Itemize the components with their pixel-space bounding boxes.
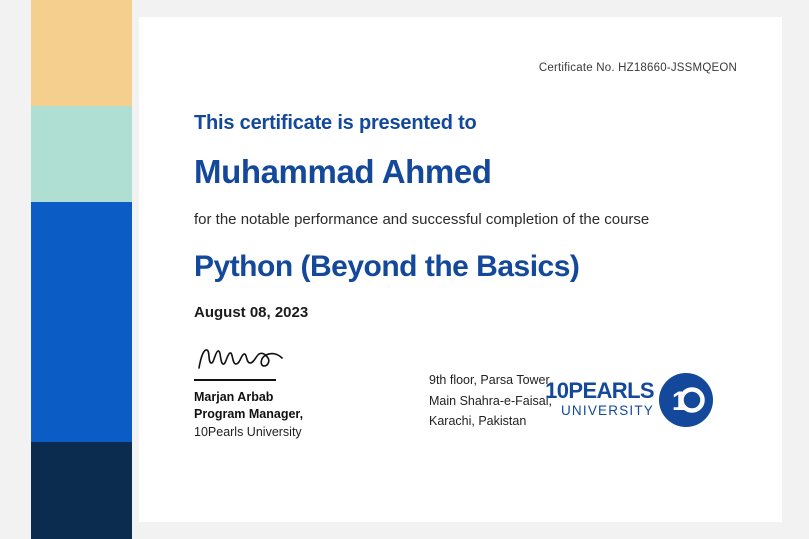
certificate-subtitle: for the notable performance and successful completion of the course xyxy=(194,211,650,228)
address-line-1: 9th floor, Parsa Tower, xyxy=(429,373,553,387)
logo-secondary-text: UNIVERSITY xyxy=(560,402,654,418)
svg-text:1: 1 xyxy=(672,386,688,416)
course-title: Python (Beyond the Basics) xyxy=(194,250,580,283)
address-line-3: Karachi, Pakistan xyxy=(429,414,527,429)
issue-date: August 08, 2023 xyxy=(194,304,309,321)
signer-role: Program Manager, xyxy=(194,406,304,421)
organization-logo xyxy=(545,372,714,428)
address-block xyxy=(429,370,552,432)
signature-block xyxy=(194,342,404,441)
recipient-name: Muhammad Ahmed xyxy=(194,153,492,190)
certificate-content xyxy=(194,112,742,347)
signature-underline xyxy=(194,379,276,381)
certificate-body xyxy=(139,17,782,522)
decorative-color-bar xyxy=(31,0,132,539)
color-band-peach xyxy=(31,0,132,106)
color-band-mint xyxy=(31,106,132,202)
address-line-2: Main Shahra-e-Faisal, xyxy=(429,393,552,408)
handwritten-signature-icon xyxy=(194,342,289,372)
certificate-number: Certificate No. HZ18660-JSSMQEON xyxy=(538,62,737,74)
color-band-navy xyxy=(31,442,132,539)
logo-text xyxy=(545,377,654,420)
logo-primary-text: 10PEARLS xyxy=(545,377,654,403)
presented-to-heading: This certificate is presented to xyxy=(194,112,477,134)
certificate-footer xyxy=(194,342,742,462)
tenpearls-mark-icon xyxy=(658,372,714,428)
color-band-blue xyxy=(31,202,132,442)
signer-organization: 10Pearls University xyxy=(194,424,302,439)
signer-name: Marjan Arbab xyxy=(194,390,274,404)
